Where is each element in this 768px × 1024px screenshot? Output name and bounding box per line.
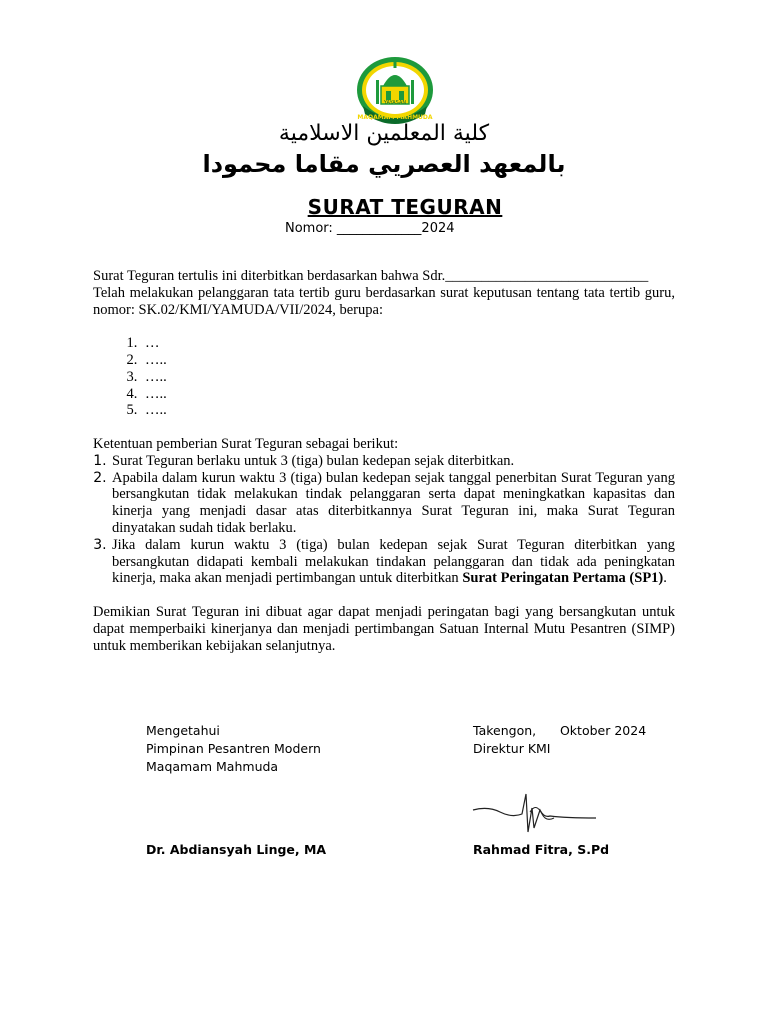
term-item: 2. Apabila dalam kurun waktu 3 (tiga) bulan kedepan sejak tanggal penerbitan Surat Teguran yang bersangkutan tidak melakukan tindak pelanggaran serta dapat meningkatkan kapasitas dan kinerja yang menjadi dasar atas diterbitkannya Surat Teguran ini, maka Surat Teguran dinyatakan sudah tidak berlaku. bbox=[111, 470, 675, 537]
term-item: 1. Surat Teguran berlaku untuk 3 (tiga) bulan kedepan sejak diterbitkan. bbox=[111, 453, 675, 470]
letter-body bbox=[93, 268, 675, 654]
logo-banner-text: MAQAMAM MAHMUDA bbox=[357, 114, 433, 121]
left-role-line1: Pimpinan Pesantren Modern bbox=[146, 741, 321, 756]
list-item: 1. … bbox=[141, 335, 675, 352]
closing-paragraph: Demikian Surat Teguran ini dibuat agar dapat menjadi peringatan bagi yang bersangkutan untuk dapat memperbaiki kinerjanya dan menjadi pertimbangan Satuan Internal Mutu Pesantren (SIMP) untuk memberikan kebijakan selanjutnya. bbox=[93, 603, 675, 654]
document-title: SURAT TEGURAN bbox=[307, 195, 503, 219]
list-item: 2. ….. bbox=[141, 352, 675, 369]
school-name-arabic: بالمعهد العصريي مقاما محمودا bbox=[202, 150, 566, 178]
place: Takengon, bbox=[473, 723, 537, 738]
sp1-reference: Surat Peringatan Pertama (SP1) bbox=[462, 570, 664, 587]
violation-statement: Telah melakukan pelanggaran tata tertib guru berdasarkan surat keputusan tentang tata tertib guru, nomor: SK.02/KMI/YAMUDA/VII/2024, berupa: bbox=[93, 284, 675, 318]
violation-list bbox=[93, 335, 675, 419]
left-signatory-name: Dr. Abdiansyah Linge, MA bbox=[146, 842, 327, 857]
acknowledged-label: Mengetahui bbox=[146, 723, 220, 738]
right-signatory-name: Rahmad Fitra, S.Pd bbox=[473, 842, 610, 857]
left-role-line2: Maqamam Mahmuda bbox=[146, 759, 279, 774]
intro-line: Surat Teguran tertulis ini diterbitkan berdasarkan bahwa Sdr.____________________________ bbox=[93, 268, 649, 284]
institution-name-arabic: كلية المعلمين الاسلامية bbox=[278, 121, 490, 146]
list-item: 3. ….. bbox=[141, 369, 675, 386]
place-date-line bbox=[473, 722, 646, 740]
yayasan-logo bbox=[355, 56, 435, 128]
handwritten-signature bbox=[470, 788, 600, 838]
right-signature-block bbox=[473, 722, 646, 758]
list-item: 5. ….. bbox=[141, 402, 675, 419]
date: Oktober 2024 bbox=[559, 723, 647, 738]
term-item: 3. Jika dalam kurun waktu 3 (tiga) bulan kedepan sejak Surat Teguran diterbitkan yang bersangkutan didapati kembali melakukan tindakan pelanggaran dan tidak ada peningkatan kinerja, maka akan menjadi pertimbangan untuk diterbitkan Surat Peringatan Pertama (SP1). bbox=[111, 537, 675, 587]
terms-heading: Ketentuan pemberian Surat Teguran sebagai berikut: bbox=[93, 435, 399, 452]
terms-list bbox=[93, 453, 675, 587]
right-role: Direktur KMI bbox=[473, 741, 551, 756]
logo-top-text: YAYASAN bbox=[383, 100, 407, 106]
list-item: 4. ….. bbox=[141, 386, 675, 403]
document-number: Nomor: _____________2024 bbox=[285, 221, 455, 236]
left-signature-block bbox=[146, 722, 321, 776]
